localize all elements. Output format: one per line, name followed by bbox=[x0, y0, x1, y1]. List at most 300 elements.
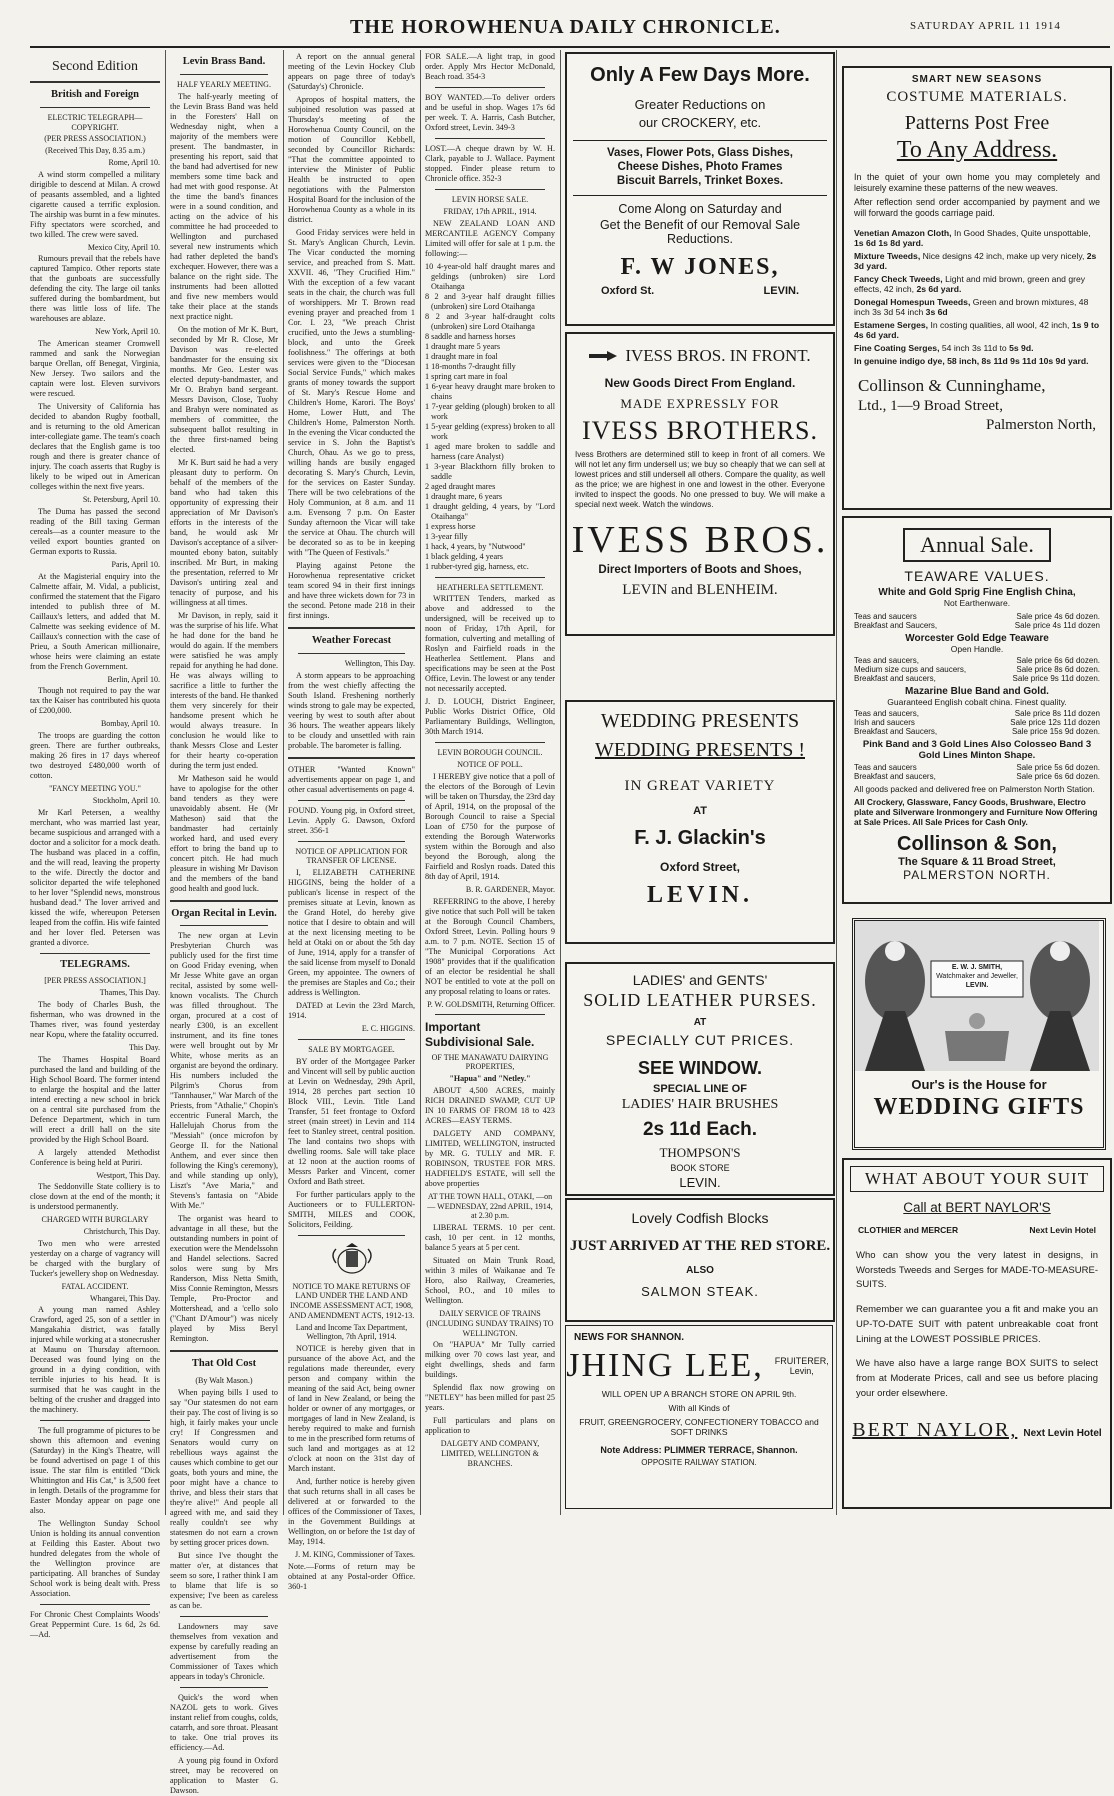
ad-bert-naylor bbox=[842, 1158, 1112, 1509]
fabric-item bbox=[854, 228, 1100, 248]
price-rows bbox=[844, 608, 1110, 630]
fabric-description: 54 inch 3s 11d to bbox=[941, 342, 1010, 353]
dateline: Westport, This Day. bbox=[96, 1170, 160, 1180]
item-name: Teas and saucers, bbox=[854, 656, 919, 665]
divider bbox=[435, 189, 545, 190]
price-row bbox=[854, 656, 1100, 665]
notice-text: I, ELIZABETH CATHERINE HIGGINS, being the holder of a publican's license in respect of the premises situate at Levin, known as the Grand Hotel, do hereby give notice that I desire to obtain and will at the next licensing meeting to be held at Otaki on or about the 5th day of June, 1914, apply for a transfer of the said license from myself to Donald Green, my appointee. The owners of the premises are Staples and Co.; their address is Wellington. bbox=[288, 868, 415, 998]
horse-list-item: 1 6-year heavy draught mare broken to chains bbox=[425, 381, 555, 401]
column-1 bbox=[30, 52, 160, 1640]
divider bbox=[298, 653, 405, 654]
notice-subheading: DAILY SERVICE OF TRAINS (INCLUDING SUNDAY TRAINS) TO WELLINGTON. bbox=[426, 1309, 554, 1338]
item-price: Sale price 9s 11d dozen. bbox=[1012, 674, 1100, 683]
price-rows bbox=[844, 654, 1110, 683]
ad-red-store bbox=[565, 1198, 835, 1322]
news-subheading: FATAL ACCIDENT. bbox=[61, 1281, 129, 1291]
column-4 bbox=[425, 52, 555, 1517]
property-names: "Hapua" and "Netley." bbox=[449, 1074, 531, 1083]
item-name: Teas and saucers bbox=[854, 763, 917, 772]
notice-text: And, further notice is hereby given that such returns shall in all cases be delivered at or forwarded to the offices of the Commissioner of Taxes, in the Government Buildings at Wellington, on or before the 1st day of May, 1914. bbox=[288, 1477, 415, 1547]
ad-thompson bbox=[565, 962, 835, 1196]
dateline: Paris, April 10. bbox=[111, 559, 160, 569]
notice-heading: NOTICE TO MAKE RETURNS OF LAND UNDER THE LAND AND INCOME ASSESSMENT ACT, 1908, AND AMENDMENT ACTS, 1912-13. bbox=[288, 1281, 415, 1320]
ad-text: Biscuit Barrels, Trinket Boxes. bbox=[616, 175, 784, 187]
item-name: Teas and saucers bbox=[854, 612, 917, 621]
ad-price: 2s 11d Each. bbox=[642, 1119, 758, 1140]
item-price: Sale price 4s 6d dozen. bbox=[1016, 612, 1100, 621]
ad-text: Vases, Flower Pots, Glass Dishes, bbox=[606, 147, 793, 159]
divider bbox=[40, 1420, 150, 1421]
article-paragraph: Mr Matheson said he would have to apologise for the other band tenders as they were unavoidably absent. He (Mr Matheson) said that the bandmaster had certainly worked hard, and used every effort to bring the band up to concert pitch. He had much pleasure in wishing Mr Davison and the members of the band good health and good luck. bbox=[170, 773, 278, 893]
dateline: Bombay, April 10. bbox=[100, 719, 160, 729]
ad-town: LEVIN. bbox=[679, 1175, 721, 1190]
ad-text: New Goods Direct From England. bbox=[604, 376, 796, 390]
ad-text: Greater Reductions on bbox=[634, 97, 766, 112]
fabric-name: Venetian Amazon Cloth, bbox=[854, 227, 954, 238]
price-row bbox=[854, 674, 1100, 683]
divider bbox=[298, 841, 405, 842]
price-rows bbox=[844, 761, 1110, 781]
ad-text: With all Kinds of bbox=[668, 1403, 730, 1413]
notice-text: Full particulars and plans on application to bbox=[425, 1416, 555, 1436]
news-paragraph: The American steamer Cromwell rammed and sank the Norwegian barque Orellan, off Benegat, Virginia, New Jersey. Two sailors and the captain were lost. Eleven survivors were rescued. bbox=[30, 339, 160, 399]
ad-headline: Only A Few Days More. bbox=[590, 64, 810, 86]
article-paragraph: The half-yearly meeting of the Levin Brass Band was held in the Foresters' Hall on Wednesday night, when a majority of the members were present. The bandmaster, in presenting his report, said that the band had advertised for new members some time back and had met with good response. At the time the band's finances were in a sound condition, and acting on the advice of his committee he had proceeded to Wellington and purchased several new instruments which had rather depleted the band's exchequer. However, there was a balance on the right side. The instruments had been allotted and five new members would take their place at the stands next practice night. bbox=[170, 91, 278, 321]
news-paragraph: Though not required to pay the war tax the Kaiser has contributed his quota of £200,000. bbox=[30, 686, 160, 716]
notice-signature: B. R. GARDENER, Mayor. bbox=[465, 884, 555, 894]
horse-list-item: 1 draught gelding, 4 years, by "Lord Otaihanga" bbox=[425, 501, 555, 521]
small-advert: For Chronic Chest Complaints Woods' Great Peppermint Cure. 1s 6d, 2s 6d. —Ad. bbox=[30, 1610, 160, 1640]
article-paragraph: But since I've thought the matter o'er, at distances that seem so sore, I rather think I am to blame that life is so expensive; I've been as careless as can be. bbox=[170, 1550, 278, 1610]
notice-text: LIBERAL TERMS. 10 per cent. cash, 10 per cent. in 12 months, balance 5 years at 5 per cent. bbox=[425, 1223, 555, 1252]
news-paragraph: The Seddonville State colliery is to close down at the end of the month; it is understood permanently. bbox=[30, 1182, 160, 1212]
news-paragraph: A report on the annual general meeting of the Levin Hockey Club appears on page three of today's (Saturday's) Chronicle. bbox=[288, 52, 415, 91]
horse-list-item: 1 18-months 7-draught filly bbox=[425, 361, 516, 371]
ad-address: Next Levin Hotel bbox=[1023, 1428, 1102, 1440]
ad-collinson-cunninghame bbox=[842, 66, 1112, 510]
divider bbox=[170, 1350, 278, 1352]
weather-heading: Weather Forecast bbox=[311, 635, 392, 646]
section-heading: TELEGRAMS. bbox=[60, 958, 130, 970]
dateline: Rome, April 10. bbox=[108, 157, 160, 167]
ad-address: Oxford Street, bbox=[659, 860, 740, 874]
item-price: Sale price 12s 11d dozen bbox=[1010, 718, 1100, 727]
horse-list-item: 2 aged draught mares bbox=[425, 481, 496, 491]
news-paragraph: Rumours prevail that the rebels have captured Tampico. Other reports state that the gunboats are successfully defending the city. The large oil tanks suffered during the bombardment, but there was little loss of life. The warehouses are ablaze. bbox=[30, 254, 160, 324]
horse-list-item: 1 draught mare 5 years bbox=[425, 341, 501, 351]
fabric-description: Green and brown mixtures, 48 inch 3s 3d 54 inch bbox=[854, 296, 1089, 317]
horse-list-item: 8 2 and 3-year half-draught colts (unbroken) sire Lord Otaihanga bbox=[425, 311, 555, 331]
divider bbox=[435, 742, 545, 743]
issue-date: SATURDAY APRIL 11 1914 bbox=[910, 20, 1061, 32]
fabric-name: Fine Coating Serges, bbox=[854, 342, 942, 353]
ad-text: WILL OPEN UP A BRANCH STORE ON APRIL 9th. bbox=[601, 1389, 797, 1399]
horse-list-item: 1 3-year Blackthorn filly broken to saddle bbox=[425, 461, 555, 481]
fabric-item bbox=[854, 343, 1100, 353]
ad-text: Pink Band and 3 Gold Lines Also Colosseo Band 3 Gold Lines Minton Shape. bbox=[862, 739, 1092, 761]
ad-brand: THOMPSON'S bbox=[659, 1145, 741, 1160]
divider bbox=[180, 1687, 268, 1688]
article-heading: Organ Recital in Levin. bbox=[171, 907, 277, 919]
item-price: Sale price 4s 11d dozen bbox=[1014, 621, 1100, 630]
classified-ad: FOUND. Young pig, in Oxford street, Levin. Apply G. Dawson, Oxford street. 356-1 bbox=[288, 805, 415, 835]
news-paragraph: Mr Karl Petersen, a wealthy merchant, who was married last year, became suspicious and arranged with a doctor and a solicitor for a mock death. The husband was placed in a coffin, and the will read, leaving the property to the wife. Directly the doctor and solicitor departed the wife telephoned to her lover "Splendid news, monstrous husband dead." The lover arrived and kissed the wife, whereupon Petersen leaped from the coffin. His wife fainted and her lover fled. Petersen was granted a divorce. bbox=[30, 807, 160, 947]
sale-venue: AT THE TOWN HALL, OTAKI, —on— WEDNESDAY, 22nd APRIL, 1914, at 2.30 p.m. bbox=[427, 1191, 553, 1221]
article-heading: Levin Brass Band. bbox=[182, 56, 266, 67]
pointing-hand-icon bbox=[589, 350, 619, 362]
fabric-item bbox=[854, 251, 1100, 271]
notice-text: ABOUT 4,500 ACRES, mainly RICH DRAINED SWAMP, CUT UP IN 10 FARMS OF FROM 18 to 423 ACRES—EASY TERMS. bbox=[425, 1085, 555, 1125]
ad-address: Ltd., 1—9 Broad Street, bbox=[858, 397, 1003, 414]
article-subheading: HALF YEARLY MEETING. bbox=[177, 79, 271, 89]
fabric-name: Donegal Homespun Tweeds, bbox=[854, 296, 973, 307]
notice-text: NOTICE is hereby given that in pursuance of the above Act, and the regulations made thereunder, every person and company within the meaning of the said Act, being owner of land in New Zealand, or being the holder or owner of any mortgages, or mortgages of land in New Zealand, is hereby required to make and furnish to me in the prescribed form returns of such land and mortgages as at 12 o'clock at noon on the 31st day of March instant. bbox=[288, 1344, 415, 1474]
horse-list-item: 1 black gelding, 4 years bbox=[425, 551, 503, 561]
news-paragraph: The Duma has passed the second reading of the Bill taxing German cereals—as a counter measure to the veiled export bounties granted on German exports to Russia. bbox=[30, 506, 160, 556]
ad-headline: Patterns Post Free bbox=[904, 112, 1050, 134]
news-paragraph: The full programme of pictures to be shown this afternoon and evening (Saturday) in the King's Theatre, will be found advertised on page 1 of this issue. The star film is entitled "Dick Whittington and His Cat," is 3,500 feet in length. Details of the programme for Easter Monday appear on page one also. bbox=[30, 1426, 160, 1516]
fabric-price: 2s 6d yard. bbox=[916, 283, 962, 294]
item-name: Medium size cups and saucers, bbox=[854, 665, 967, 674]
horse-list-item: 1 5-year gelding (express) broken to all work bbox=[425, 421, 555, 441]
fabric-price: 8s 11d 9s 11d 10s 9d yard. bbox=[981, 355, 1089, 366]
ad-headline: WEDDING GIFTS bbox=[873, 1094, 1085, 1120]
ad-text: SPECIAL LINE OF bbox=[653, 1083, 747, 1095]
news-subheading: "FANCY MEETING YOU." bbox=[49, 784, 141, 794]
ad-brand: IVESS BROS. bbox=[571, 519, 829, 561]
divider bbox=[435, 1014, 545, 1015]
ad-address: Next Levin Hotel bbox=[1029, 1225, 1096, 1235]
fabric-price: 5s 9d. bbox=[1009, 342, 1034, 353]
notice-text: I HEREBY give notice that a poll of the electors of the Borough of Levin will be taken on Thursday, the 23rd day of April, 1914, on the proposal of the Borough Council to raise a Special Loan of £750 for the purpose of extending the Borough Waterworks system within the Borough and also beyond the Borough, along the Fairfield and Roslyn roads. Dated this 8th day of April, 1914. bbox=[425, 771, 555, 881]
ad-text: LADIES' HAIR BRUSHES bbox=[621, 1097, 779, 1112]
news-paragraph: A largely attended Methodist Conference is being held at Puriri. bbox=[30, 1147, 160, 1167]
ad-town: PALMERSTON NORTH. bbox=[903, 868, 1051, 882]
divider bbox=[40, 107, 150, 108]
fabric-description: Light and mid brown, green and grey effects, 42 inch, bbox=[854, 273, 1086, 294]
article-paragraph: A young pig found in Oxford street, may be recovered on application to Master G. Dawson. bbox=[170, 1755, 278, 1795]
ad-brand: E. W. J. SMITH, bbox=[951, 964, 1003, 971]
dateline: Stockholm, April 10. bbox=[92, 795, 160, 805]
notice-signature: DALGETY AND COMPANY, LIMITED, WELLINGTON & BRANCHES. bbox=[440, 1439, 540, 1468]
notice-signature: E. C. HIGGINS. bbox=[361, 1024, 415, 1034]
ad-brand: IVESS BROTHERS. bbox=[581, 416, 819, 445]
news-paragraph: At the Magisterial enquiry into the Calmette affair, M. Vidal, a publicist, confirmed the statement that the Figaro intended to publish three of M. Caillaux's letters, and added that M. Calmette was seeking evidence of M. Caillaux's connection with the case of Prieu, a South American millionaire, whose heirs were claiming an estate from the French Government. bbox=[30, 571, 160, 671]
ad-text: Watchmaker and Jeweller, bbox=[936, 973, 1018, 981]
notice-heading: LEVIN BOROUGH COUNCIL. bbox=[437, 748, 543, 758]
ad-glackin bbox=[565, 700, 835, 944]
fabric-name: Fancy Check Tweeds, bbox=[854, 273, 946, 284]
article-paragraph: The new organ at Levin Presbyterian Church was publicly used for the first time on Good Friday evening, when Mr Jesse White gave an organ recital, assisted by some well-known vocalists. The Church was filled throughout. The organ, procured at a cost of nearly £300, is an excellent instrument, and its fine tones were well brought out by Mr White, whose merits as an organist are beyond the ordinary. His numbers included the Pilgrim's Chorus from "Tannhauser," War March of the Priests, from "Athalie," Chopin's eccentric Funeral March, the Hallelujah Chorus from the "Messiah" (once microfon by George II. for the National Anthem, and ever since then following the King's ceremony), and while standing up only), Liszt's "Ave Maria," and Stevens's fantasia on "Abide With Me." bbox=[170, 931, 278, 1211]
notice-heading: NOTICE OF APPLICATION FOR TRANSFER OF LICENSE. bbox=[295, 846, 408, 866]
notice-text: REFERRING to the above, I hereby give notice that such Poll will be taken at the Borough Council Chambers, Oxford Street, Levin. Polling hours 9 a.m. to 7 p.m. NOTE. Section 15 of "The Municipal Corporations Act 1908" provides that if the qualification of an elector be residential he shall NOT be entitled to vote at the poll on any proposal relating to loans or rates. bbox=[425, 896, 555, 996]
ad-headline: WEDDING PRESENTS ! bbox=[595, 739, 805, 761]
ad-text: FRUIT, GREENGROCERY, CONFECTIONERY TOBACCO and SOFT DRINKS bbox=[579, 1417, 819, 1437]
notice-text: DALGETY AND COMPANY, LIMITED, WELLINGTON, instructed by MR. G. TULLY and MR. F. ROBINSON, TRUSTEE FOR MRS. HADFIELD'S ESTATE, will sell the above properties bbox=[425, 1128, 555, 1188]
fabric-price: 2s 3d yard. bbox=[854, 250, 1097, 271]
notice-text: Note.—Forms of return may be obtained at any Postal-order Office. 360-1 bbox=[288, 1561, 415, 1591]
dateline: Christchurch, This Day. bbox=[83, 1227, 160, 1237]
fabric-description: In Good Shades, Quite unspottable, bbox=[953, 227, 1091, 238]
ad-headline: To Any Address. bbox=[896, 137, 1058, 163]
divider bbox=[298, 800, 405, 801]
divider bbox=[435, 87, 545, 88]
divider bbox=[435, 138, 545, 139]
ad-ivess-bros bbox=[565, 332, 835, 636]
horse-list-item: 8 2 and 3-year half draught fillies (unbroken) sire Lord Otaihanga bbox=[425, 291, 555, 311]
ad-text: White and Gold Sprig Fine English China, bbox=[878, 587, 1076, 598]
ad-headline: IVESS BROS. IN FRONT. bbox=[625, 346, 811, 365]
fabric-price-list bbox=[844, 220, 1110, 366]
ad-text: IN GREAT VARIETY bbox=[624, 778, 776, 794]
ad-brand: Collinson & Son, bbox=[897, 833, 1057, 855]
price-row bbox=[854, 621, 1100, 630]
ad-headline: Lovely Codfish Blocks bbox=[631, 1210, 769, 1226]
byline: (By Walt Mason.) bbox=[195, 1376, 253, 1386]
dateline: St. Petersburg, April 10. bbox=[82, 495, 160, 505]
news-paragraph: Apropos of hospital matters, the subjoined resolution was passed at Thursday's meeting of the Horowhenua County Council, on the motion of Councillor Kebbell, seconded by Councillor Richards: "That the committee appointed to interview the Minister of Public Health be instructed to open negotiations with the Palmerston Hospital Board for the inclusion of the Horowhenua County as a whole in its district. bbox=[288, 95, 415, 224]
ad-text: Get the Benefit of our Removal Sale Reductions. bbox=[599, 218, 801, 246]
ad-text: ALSO bbox=[686, 1265, 714, 1276]
ad-headline: WHAT ABOUT YOUR SUIT bbox=[850, 1166, 1104, 1192]
cable-note: ELECTRIC TELEGRAPH—COPYRIGHT. bbox=[47, 112, 143, 132]
ad-text: CLOTHIER and MERCER bbox=[858, 1225, 959, 1235]
dateline: Mexico City, April 10. bbox=[87, 242, 160, 252]
column-rule bbox=[836, 50, 837, 1515]
crest-icon bbox=[322, 1241, 382, 1277]
item-name: Breakfast and saucers, bbox=[854, 674, 936, 683]
ad-town: LEVIN. bbox=[965, 982, 989, 990]
item-name: Breakfast and Saucers, bbox=[854, 621, 938, 630]
ad-text: our CROCKERY, etc. bbox=[638, 115, 762, 130]
item-price: Sale price 5s 6d dozen. bbox=[1016, 763, 1100, 772]
divider bbox=[40, 953, 150, 954]
horse-list-item: 1 hack, 4 years, by "Nutwood" bbox=[425, 541, 526, 551]
notice-text: Splendid flax now growing on "NETLEY" has been milled for past 25 years. bbox=[425, 1383, 555, 1413]
notice-text: On "HAPUA" Mr Tully carried milking over 70 cows last year, and eight dwellings, sheds and farm buildings. bbox=[425, 1340, 555, 1380]
article-heading: That Old Cost bbox=[191, 1358, 257, 1370]
fabric-item bbox=[854, 274, 1100, 294]
article-paragraph: The organist was heard to advantage in all these, but the outstanding numbers in point of execution were the Mendelssohn and Handel selections. Sacred solos were sung by Mrs Randerson, Miss Netta Smith, Miss Connie Remington, Messrs Temple, Pro-Proctor and Mottershead, and a 'cello solo ("Chant D'Amour") was nicely played by Miss Beryl Remington. bbox=[170, 1214, 278, 1344]
ad-address: The Square & 11 Broad Street, bbox=[898, 856, 1056, 868]
divider bbox=[435, 577, 545, 578]
ad-headline: NEWS FOR SHANNON. bbox=[574, 1332, 684, 1343]
ad-text: Direct Importers of Boots and Shoes, bbox=[598, 564, 802, 576]
ad-brand: Collinson & Cunninghame, bbox=[858, 375, 1046, 395]
news-paragraph: Two men who were arrested yesterday on a charge of vagrancy will be charged with the burglary of Tucker's jewellery shop on Wednesday. bbox=[30, 1238, 160, 1278]
ad-text: AT bbox=[693, 1017, 707, 1028]
notice-signature: P. W. GOLDSMITH, Returning Officer. bbox=[427, 999, 555, 1009]
ad-text: MADE EXPRESSLY FOR bbox=[620, 396, 780, 411]
coat-of-arms bbox=[288, 1241, 415, 1280]
price-row bbox=[854, 612, 1100, 621]
fabric-price: 1s 6d 1s 8d yard. bbox=[854, 237, 924, 248]
column-3 bbox=[288, 52, 415, 1591]
ad-body: Remember we can guarantee you a fit and make you an UP-TO-DATE SUIT with patent unbreakable coat front Lining at the LOWEST POSSIBLE PRICES. bbox=[856, 1304, 1098, 1345]
item-name: Teas and saucers, bbox=[854, 709, 919, 718]
ad-headline: SOLID LEATHER PURSES. bbox=[583, 990, 817, 1010]
ad-body: All Crockery, Glassware, Fancy Goods, Brushware, Electro plate and Silverware Ironmongery and Furniture Now Offering at Sale Prices. All Sale Prices for Cash Only. bbox=[854, 797, 1098, 827]
notice-dateline: Land and Income Tax Department, Wellington, 7th April, 1914. bbox=[295, 1322, 408, 1342]
classified-ad: LOST.—A cheque drawn by W. H. Clark, payable to J. Wallace. Payment stopped. Finder please return to Chronicle office. 352-3 bbox=[425, 144, 555, 183]
news-paragraph: A young man named Ashley Crawford, aged 25, son of a settler in Mangakahia district, was fatally injured while working at a stonecrusher at Maunu on Thursday afternoon. Deceased was found lying on the ground in a dying condition, with terrible injuries to his head. It is surmised that he was caught in the belting of the crusher and dragged into the machinery. bbox=[30, 1305, 160, 1415]
price-rows bbox=[844, 707, 1110, 736]
sale-heading: Important Subdivisional Sale. bbox=[425, 1020, 535, 1049]
ad-text: AT bbox=[693, 805, 707, 817]
sale-subheading: OF THE MANAWATU DAIRYING PROPERTIES, bbox=[431, 1052, 549, 1072]
notice-heading: SALE BY MORTGAGEE. bbox=[308, 1044, 395, 1054]
horse-list-item: 1 aged mare broken to saddle and harness (care Analyst) bbox=[425, 441, 555, 461]
notice-text: WRITTEN Tenders, marked as above and addressed to the undersigned, will be received up to noon of Friday, 17th April, for formation, culverting and metalling of Roslyn and Fairfield roads in the Heatherlea Settlement. Plans and specifications may be seen at the Post Office, Levin. The lowest or any tender not necessarily accepted. bbox=[425, 594, 555, 694]
ad-text: FRUITERER, Levin, bbox=[774, 1356, 829, 1376]
ad-text: Come Along on Saturday and bbox=[618, 202, 782, 216]
price-row bbox=[854, 665, 1100, 674]
newspaper-title: THE HOROWHENUA DAILY CHRONICLE. bbox=[350, 16, 781, 38]
price-row bbox=[854, 772, 1100, 781]
ad-text: Worcester Gold Edge Teaware bbox=[905, 633, 1049, 644]
fabric-price: 1s 9 to 4s 6d yard. bbox=[854, 319, 1100, 340]
ad-ewj-smith bbox=[852, 918, 1106, 1150]
ad-body: In the quiet of your own home you may completely and leisurely examine these patterns of the new weaves. bbox=[854, 172, 1100, 194]
ad-headline: JUST ARRIVED AT THE RED STORE. bbox=[569, 1238, 831, 1254]
news-paragraph: Good Friday services were held in St. Mary's Anglican Church, Levin. The Vicar conducted the morning service, and preached from S. Matt. XXVII. 46, "They Crucified Him." With the exception of a few vacant seats in the chair, the church was full of worshippers. Mr T. Brown read evening prayer and preached from 1 Cor. I. 23, "We preach Christ crucified, unto the Jews a stumbling-block, and unto the Greek foolishness." The offerings at both services were given to the "Diocesan Social Service Funds," which makes grants of money towards the support of St. Mary's Rescue Home and Children's Home, Karori. The Boys' Home, Lower Hutt, and The Children's Home, Palmerston North. In the evening the Vicar conducted the service in S. John the Baptist's Church, Ohau. As we go to press, willing hands are busily engaged decorating S. Mary's Church, Levin, for the services on Easter Sunday. There will be two celebrations of the Holy Communion, at 8 a.m. and 11 a.m. Evensong 7 p.m. On Easter Sunday afternoon the Vicar will take the service at Ohau. The church will be decorated so as to be in keeping with "The Queen of Festivals." bbox=[288, 228, 415, 557]
press-association-note: (PER PRESS ASSOCIATION.) bbox=[44, 134, 146, 144]
notice-text: BY order of the Mortgagee Parker and Vincent will sell by public auction at Levin on Wednesday, 29th April, 1914, 28 perches part section 10 Block VIII., Levin. Title Land Transfer, 51 feet frontage to Oxford street (main street) in Levin and 114 feet to Stanley street, central position. The land contains two shops with dwelling rooms. Sale will take place at 12 noon at the auction rooms of Messrs Parker and Vincent, corner Oxford and Bath street. bbox=[288, 1056, 415, 1186]
item-price: Sale price 15s 9d dozen. bbox=[1011, 727, 1100, 736]
horse-list-item: 1 draught mare in foal bbox=[425, 351, 498, 361]
item-name: Breakfast and Saucers, bbox=[854, 727, 938, 736]
ad-body: Who can show you the very latest in designs, in Worsteds Tweeds and Serges for MADE-TO-MEASURE-SUITS. bbox=[856, 1250, 1098, 1291]
horse-list bbox=[425, 262, 555, 572]
article-paragraph: Quick's the word when NAZOL gets to work. Gives instant relief from coughs, colds, catarrh, and sore throat. Pleasant to take. One trial proves its efficiency.—Ad. bbox=[170, 1692, 278, 1752]
classified-ad: BOY WANTED.—To deliver orders and be useful in shop. Wages 17s 6d per week. T. A. Harris, Cash Butcher, Oxford street, Levin. 349-3 bbox=[425, 93, 555, 132]
news-paragraph: The Wellington Sunday School Union is holding its annual convention at Feilding this Easter. About two hundred delegates from the whole of the Wellington province are participating. All branches of Sunday School work is being dealt with. Press Association. bbox=[30, 1519, 160, 1599]
horse-list-item: 1 rubber-tyred gig, harness, etc. bbox=[425, 561, 529, 571]
wedding-illustration bbox=[855, 921, 1099, 1071]
notice-signature: J. D. LOUCH, District Engineer, Public Works District Office, Old Parliamentary Buildings, Wellington, 30th March 1914. bbox=[425, 697, 555, 737]
news-subheading: CHARGED WITH BURGLARY bbox=[41, 1215, 149, 1225]
ad-text: Open Handle. bbox=[950, 644, 1004, 654]
divider bbox=[288, 627, 415, 629]
notice-text: Situated on Main Trunk Road, within 3 miles of Waikanae and Te Horo, also Railway, Creameries, School, P.O., and 10 miles to Wellington. bbox=[425, 1256, 555, 1305]
article-paragraph: On the motion of Mr K. Burt, seconded by Mr R. Close, Mr Davison was re-elected bandmaster for the ensuing six months. Mr Geo. Lester was elected deputy-bandmaster, and Mr O. Brabyn band sergeant. Messrs Davison, Close, Tuohy and Brabyn were nominated as members of committee, the subsequent ballot resulting in the three first-named being elected. bbox=[170, 324, 278, 454]
news-paragraph: The troops are guarding the cotton green. There are further outbreaks, making 26 fires in 17 days whereof two destroyed £480,000 worth of cotton. bbox=[30, 731, 160, 781]
fabric-name: Mixture Tweeds, bbox=[854, 250, 923, 261]
ad-body: After reflection send order accompanied by payment and we will forward the goods carriage paid. bbox=[854, 196, 1100, 219]
item-price: Sale price 6s 6d dozen. bbox=[1016, 772, 1100, 781]
masthead-rule bbox=[30, 46, 1110, 48]
notice-dateline: FRIDAY, 17th APRIL, 1914. bbox=[443, 206, 537, 216]
ad-headline: SMART NEW SEASONS bbox=[911, 74, 1043, 85]
dateline: Thames, This Day. bbox=[99, 988, 160, 998]
ad-text: Cheese Dishes, Photo Frames bbox=[617, 161, 783, 173]
news-paragraph: The Thames Hospital Board purchased the land and building of the High School Board. The former intend to enlarge the hospital and the latter intend erecting a new school in brick on a central site purchased from the Defence Department, which in turn will erect a drill hall on the site provided by the High School Board. bbox=[30, 1054, 160, 1144]
dateline: This Day. bbox=[128, 1042, 160, 1052]
item-price: Sale price 8s 11d dozen bbox=[1014, 709, 1100, 718]
ad-brand: F. W JONES, bbox=[620, 254, 780, 280]
divider bbox=[298, 1235, 405, 1236]
ad-town: Palmerston North, bbox=[986, 416, 1096, 433]
ad-headline: LADIES' and GENTS' bbox=[632, 972, 768, 988]
ad-text: Our's is the House for bbox=[911, 1077, 1047, 1092]
ad-jhing-lee bbox=[565, 1325, 833, 1509]
article-paragraph: When paying bills I used to say "Our statesmen do not earn their pay. The cost of living is so high, it fairly makes your uncle cry! If Congressmen and Senators would curry on rebellious ways against the causes which combine to get our goats, both yours and mine, the poor might have a chance to thrive, and bless their stars that they're alive!" And people all agreed with me, and said they really couldn't see why statesmen do not earn a crown by setting grocer prices down. bbox=[170, 1387, 278, 1547]
news-paragraph: A wind storm compelled a military dirigible to descend at Milan. A crowd of peasants assembled, and a lighted cigarette caused a terrific explosion. The airship was burnt in a few minutes. Fifty spectators were scorched, and two killed. The crew were saved. bbox=[30, 169, 160, 239]
ad-body: We have also have a large range BOX SUITS to select from at Moderate Prices, call and see us before placing your order elsewhere. bbox=[856, 1358, 1098, 1399]
column-rule bbox=[165, 50, 166, 1515]
ad-body: Ivess Brothers are determined still to keep in front of all comers. We will not let any firm undersell us; we buy so cheaply that we can sell at lowest prices and still undersell all others. Compare the quality, as well as the price; we are highest in one and lowest in the other. Everyone invited to inspect the goods. No one pressed to buy. We will make a special next week. Watch the windows. bbox=[575, 450, 825, 509]
divider bbox=[30, 81, 160, 83]
column-rule bbox=[283, 50, 284, 1515]
edition-heading: Second Edition bbox=[52, 59, 138, 74]
ad-town: LEVIN. bbox=[646, 882, 754, 908]
notice-text: For further particulars apply to the Auctioneers or to FULLERTON-SMITH, MILES and COOK, Solicitors, Feilding. bbox=[288, 1189, 415, 1229]
dateline: Whangarei, This Day. bbox=[90, 1293, 160, 1303]
horse-list-item: 1 7-year gelding (plough) broken to all work bbox=[425, 401, 555, 421]
ad-text: Not Earthenware. bbox=[943, 598, 1011, 608]
notice-heading: HEATHERLEA SETTLEMENT. bbox=[436, 582, 544, 592]
ad-brand: JHING LEE, bbox=[566, 1347, 764, 1384]
article-paragraph: Mr Davison, in reply, said it was the surprise of his life. What he had done for the band he would do again. If the members were satisfied he was amply repaid for anything he had done. He was always willing to sacrifice a little to further the interests of the band. He thanked them very sincerely for their handsome present which he would always treasure. In conclusion he would like to thank Messrs Close and Lester for their hearty co-operation during the term just ended. bbox=[170, 610, 278, 770]
divider bbox=[298, 1039, 405, 1040]
weather-forecast: A storm appears to be approaching from the west chiefly affecting the South Island. Freshening northerly winds strong to gale may be expected, veering by west to south after about 36 hours. The weather appears likely to be cloudy and unsettled with rain probable. The barometer is falling. bbox=[288, 670, 415, 750]
ad-town: LEVIN. bbox=[763, 285, 799, 297]
ad-text: SPECIALLY CUT PRICES. bbox=[605, 1032, 795, 1048]
ad-text: OPPOSITE RAILWAY STATION. bbox=[641, 1458, 757, 1467]
ad-collinson-son bbox=[842, 516, 1112, 904]
fabric-price: 3s 6d bbox=[925, 306, 948, 317]
item-price: Sale price 6s 6d dozen. bbox=[1016, 656, 1100, 665]
horse-list-item: 8 saddle and harness horses bbox=[425, 331, 516, 341]
fabric-name: In genuine indigo dye, 58 inch, bbox=[854, 355, 982, 366]
ad-text: Mazarine Blue Band and Gold. bbox=[905, 686, 1049, 697]
price-row bbox=[854, 718, 1100, 727]
ad-text: TEAWARE VALUES. bbox=[904, 568, 1050, 584]
divider bbox=[180, 1616, 268, 1617]
divider bbox=[180, 925, 268, 926]
ad-text: Guaranteed English cobalt china. Finest quality. bbox=[887, 697, 1067, 707]
ad-brand: BERT NAYLOR, bbox=[852, 1419, 1018, 1442]
horse-list-item: 1 3-year filly bbox=[425, 531, 468, 541]
article-paragraph: Mr K. Burt said he had a very pleasant duty to perform. On behalf of the members of the band who had taken this opportunity of expressing their appreciation of Mr Davison's efforts in the interests of the band, he would ask Mr Davison's acceptance of a silver-mounted ebony baton, suitably inscribed. Mr Burt, in making the presentation, referred to Mr Davison's untiring zeal and tenacity of purpose, and his willingness at all times. bbox=[170, 457, 278, 607]
ad-brand: F. J. Glackin's bbox=[634, 827, 766, 849]
horse-list-item: 1 spring cart mare in foal bbox=[425, 371, 508, 381]
item-name: Irish and saucers bbox=[854, 718, 915, 727]
press-association-note: [PER PRESS ASSOCIATION.] bbox=[44, 976, 146, 986]
news-paragraph: The body of Charles Bush, the fisherman, who was drowned in the Thames river, was found yesterday near Kopu, where the fatality occurred. bbox=[30, 999, 160, 1039]
news-paragraph: Playing against Petone the Horowhenua representative cricket team scored 94 in their first innings and have three wickets down for 73 in the second. Petone made 218 in their first innings. bbox=[288, 561, 415, 620]
ad-address: Note Address: PLIMMER TERRACE, Shannon. bbox=[600, 1445, 798, 1455]
ad-text: SALMON STEAK. bbox=[641, 1284, 759, 1299]
classified-ad: FOR SALE.—A light trap, in good order. Apply Mrs Hector McDonald, Beach road. 354-3 bbox=[425, 52, 555, 81]
news-paragraph: The University of California has decided to abandon Rugby football, and is returning to the old American inter-collegiate game. The team's coach declares that the English game is too rough and there is greater chance of injury. The coach asserts that Rugby is likely to be wiped out in American colleges within the next five years. bbox=[30, 402, 160, 492]
fabric-item bbox=[854, 320, 1100, 340]
dateline: New York, April 10. bbox=[95, 327, 160, 337]
received-time: (Received This Day, 8.35 a.m.) bbox=[45, 146, 145, 156]
item-name: Breakfast and saucers, bbox=[854, 772, 936, 781]
column-2 bbox=[170, 52, 278, 1795]
ad-text: BOOK STORE bbox=[670, 1163, 730, 1173]
notice-text: NEW ZEALAND LOAN AND MERCANTILE AGENCY Company Limited will offer for sale at 1 p.m. the following:— bbox=[425, 218, 555, 258]
price-row bbox=[854, 709, 1100, 718]
price-row bbox=[854, 727, 1100, 736]
divider bbox=[170, 900, 278, 902]
fabric-description: Nice designs 42 inch, make up very nicely, bbox=[922, 250, 1087, 261]
section-heading: British and Foreign bbox=[51, 89, 139, 101]
notice-signature: J. M. KING, Commissioner of Taxes. bbox=[295, 1550, 415, 1560]
ad-body: All goods packed and delivered free on Palmerston North Station. bbox=[854, 784, 1095, 794]
classified-ad: OTHER "Wanted Known" advertisements appear on page 1, and other casual advertisements on page 4. bbox=[288, 764, 415, 794]
